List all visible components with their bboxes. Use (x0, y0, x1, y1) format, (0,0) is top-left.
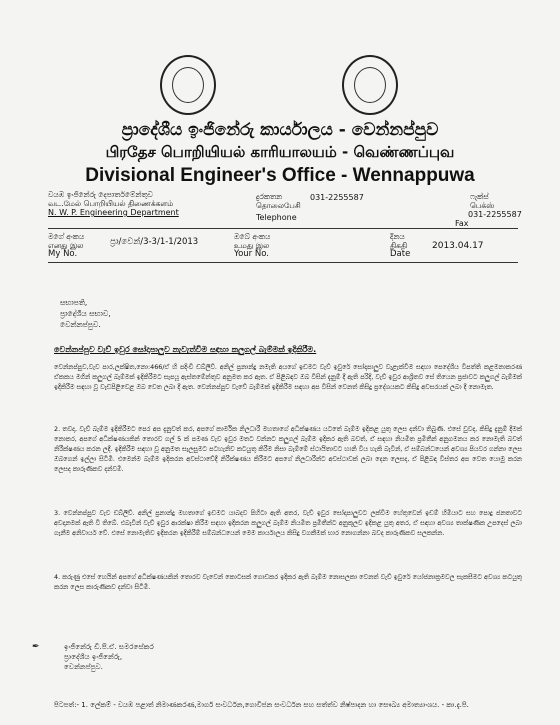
telephone-labels (256, 192, 301, 210)
my-number-english: My No. (48, 249, 78, 259)
telephone-label-english: Telephone (256, 213, 297, 222)
signature-block (64, 642, 154, 672)
addressee-block (60, 297, 111, 330)
provincial-emblem-icon (342, 55, 398, 115)
your-number-english: Your No. (234, 249, 269, 259)
date-label-tamil: திகதி (390, 241, 408, 250)
your-number-labels (234, 232, 294, 259)
letter-date: 2013.04.17 (432, 241, 484, 251)
department-block (48, 190, 238, 217)
my-number-value: ප්‍රා/වෙන්/3-3/1-1/2013 (110, 237, 199, 247)
department-english: N. W. P. Engineering Department (48, 208, 179, 217)
fax-labels (470, 192, 494, 210)
telephone-number: 031-2255587 (310, 193, 364, 202)
handwritten-initials: ✒ (32, 642, 40, 652)
my-number-tamil: எனது இல (48, 241, 84, 250)
fax-label-sinhala: ෆැක්ස් (470, 192, 489, 201)
header-divider (48, 228, 518, 229)
signatory-name: ඉංජිනේරු ඩී.පී.ඒ. සමරසේකර (64, 642, 154, 651)
my-number-sinhala: මගේ අංකය (48, 232, 85, 241)
telephone-label-tamil: தொலைபேசி (256, 201, 301, 210)
department-sinhala: වයඹ ඉංජිනේරු දෙපාර්තමේන්තුව (48, 190, 153, 199)
signatory-location: වෙන්නප්පුව. (64, 662, 103, 671)
your-number-tamil: உமது இல (234, 241, 270, 250)
date-label-english: Date (390, 249, 411, 259)
paragraph-2: 2. තවද, වැව් බැම්ම ඉදිකිරීමට පෙර අප දැනුවත් කර, අපගේ කාර්මික නිලධාරී මහතාගේ අධීක්ෂණය යටතේ බැම්ම ඉදිකළ යුතු ලෙස දන්වා තිබුණි. එසේ වුවද, කිසිදු දැනුම් දීමක් නොකර, අපගේ අධීක්ෂණයකින් තොරව ගල් 5 ක් පමණ වැව ඉවුර මතට වන්නට කලුගල් බැම්ම ඉදිකර ඇති බවත්, ඒ සඳහා නියමිත ප්‍රමිතීන් අනුගමනය කර නොමැති බවත් නිරීක්ෂණය කරන ලදී. ඉදිකිරීම සඳහා වූ අනුමත සැලසුමට පටහැනිව කටයුතු කිරීම නිසා බැම්මේ ස්ථායිතාවට හානි විය හැකි බැවින්, ඒ සම්බන්ධයෙන් අවශ්‍ය පියවර ගන්නා ලෙස ඔබගෙන් ඉල්ලා සිටිමි. එමෙන්ම බැම්ම ඉදිකරන අවස්ථාවේදී නිරීක්ෂණය කිරීමට අපගේ නිලධාරීන්ට අවස්ථාවක් ලබා දෙන ලෙසද, ඒ පිළිබඳ විස්තර අප වෙත යොමු කරන ලෙසද කාරුණිකව දන්වමි. (54, 425, 522, 473)
date-label-sinhala: දිනය (390, 232, 405, 241)
addressee-line-3: වෙන්නප්පුව. (60, 320, 101, 329)
fax-number: 031-2255587 (468, 210, 522, 219)
my-number-labels (48, 232, 108, 259)
telephone-label-sinhala: දුරකතන (256, 192, 283, 201)
addressee-line-1: සභාපති, (60, 298, 88, 307)
signatory-title: ප්‍රාදේශීය ඉංජිනේරු, (64, 652, 123, 661)
letterhead-title-sinhala: ප්‍රාදේශීය ඉංජිනේරු කාර්යාලය - වෙන්නප්පුව (121, 120, 439, 140)
copies-to: පිටපත්:- 1. ලේකම් - වයඹ පළාත් නිමාණකරණ,මාර්ග සංවර්ධන,ගොවිජන සංවර්ධන සහ සත්ත්ව නිෂ්පාදන හා සෞඛ්‍ය අමාත්‍යාංශය. - කා.දැ.පි. (54, 701, 469, 709)
paragraph-1: වෙන්නප්පුව,වැව පාර,ලක්ෂිත,නො:466/ඒ හි පදිංචි ඩබ්ලිව්. අනිල් ප්‍රනාන්දු නමැති අයගේ ඉඩමට වැව් ඉවුරේ සෝදාපාලුව වැළැක්වීම සඳහා පෙදේශීය විපත්ති කළමනාකරණ ඒකකය මගින් කලුගල් බැම්මක් ඉදිකිරීමට සැපයූ ඇස්තමේන්තුව අනුමත කර ඇත. ඒ පිළිබඳව ඔබ විසින් දැනුම් දී ඇති පරිදි, වැව් ඉවුර ආශ්‍රිතව සේ තියෙන ප්‍රජාවට කලුගල් බැම්මක් ඉදිකිරීම සඳහා වූ වැඩපිළිවෙළ ඔබ වෙත ලබා දී ඇත. වෙන්නප්පුව වැවේ බැම්මක් ඉදිකිරීම සඳහා අප විසින් වෙනත් කිසිදු ප්‍රදේශයකට කිසිදු අවසරයක් ලබා දී නොමැත. (54, 363, 522, 391)
fax-label-tamil: பெக்ஸ் (470, 201, 495, 210)
letterhead-title-english: Divisional Engineer's Office - Wennappuwa (85, 165, 475, 186)
reference-divider (48, 262, 518, 263)
fax-label-english: Fax (455, 219, 469, 228)
your-number-sinhala: ඔබේ අංකය (234, 232, 271, 241)
paragraph-4: 4. කරුණු එසේ හෙයින් අපගේ අධීක්ෂණයකින් තොරව වැවෙන් කොටසක් ගොඩකර ඉදිකර ඇති බැම්ම නොසලකා වෙනත් වැව් ඉවුරේ යෝජනාක්‍රමවල සැකසීමට අවශ්‍ය කටයුතු කරන ලෙස කාරුණිකව දන්වා සිටිමි. (54, 573, 522, 591)
letterhead-title-tamil: பிரதேச பொறியியல் காரியாலயம் - வெண்ணப்புவ (105, 143, 455, 161)
paragraph-3: 3. වෙන්නප්පුව වැව ඩබ්ලිව්. අනිල් ප්‍රනාන්දු මහතාගේ ඉඩමට යාබදව පිහිටා ඇති අතර, වැව් ඉවුර සෝදාපාලුවට ලක්වීම හේතුවෙන් ඉඩම් හිමියාට සහ පොදු ජනතාවට අවදානමක් ඇති වී තිබේ. එබැවින් වැව් ඉවුර ආරක්ෂා කිරීම සඳහා ඉදිකරන කලුගල් බැම්ම නියමිත ප්‍රමිතීන්ට අනුකූලව ඉදිකළ යුතු අතර, ඒ සඳහා අවශ්‍ය තාක්ෂණික උපදෙස් ලබා ගැනීම අනිවාර්ය වේ. එසේ නොමැතිව ඉදිකරන ඉදිකිරීම් සම්බන්ධයෙන් මෙම කාර්යාලය කිසිදු වගකීමක් භාර නොගන්නා බවද කාරුණිකව සලකන්න. (54, 509, 522, 537)
letter-subject: වෙන්නප්පුව වැව් ඉවුර සෝදාපාලුව නැවැත්වීම සඳහා කලුගල් බැම්මක් ඉදිකිරීම. (54, 345, 317, 354)
department-tamil: வட.மேல் பொறியியல் திணைக்களம் (48, 199, 174, 208)
addressee-line-2: ප්‍රාදේශීය සභාව, (60, 309, 111, 318)
government-emblem-icon (160, 55, 216, 115)
date-labels (390, 232, 430, 259)
